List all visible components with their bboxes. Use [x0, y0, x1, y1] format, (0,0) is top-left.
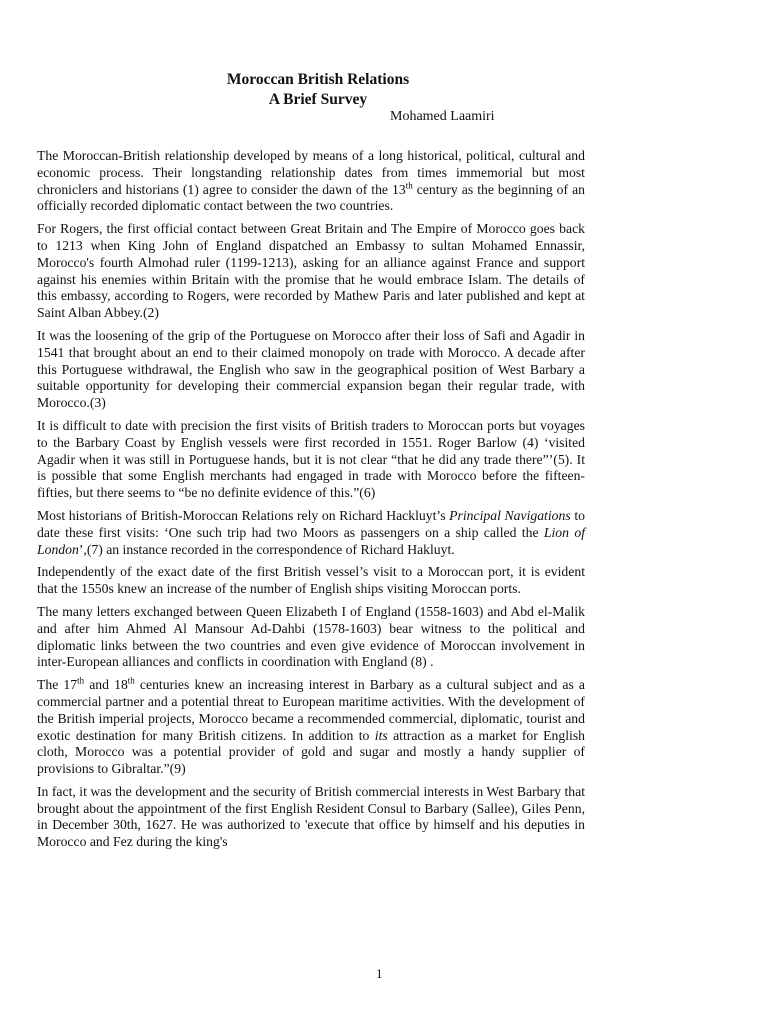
page-number: 1 — [376, 966, 383, 981]
document-subtitle: A Brief Survey — [268, 91, 368, 108]
paragraph: The 17th and 18th centuries knew an increasing interest in Barbary as a cultural subject and as a commercial partner and a potential threat to European maritime activities. With the development of the British imperial projects, Morocco became a recommended commercial, diplomatic, tourist and exotic destination for many British citizens. In addition to its attraction as a market for English cloth, Morocco was a potential provider of gold and sugar and mostly a handy supplier of provisions to Gibraltar.”(9) — [37, 675, 585, 777]
document-title: Moroccan British Relations — [226, 71, 410, 88]
paragraph: It was the loosening of the grip of the Portuguese on Morocco after their loss of Safi and Agadir in 1541 that brought about an end to their claimed monopoly on trade with Morocco. A decade after this Portuguese withdrawal, the English who saw in the geographical position of West Barbary a suitable opportunity for developing their commercial expansion began their regular trade, with Morocco.(3) — [37, 327, 585, 411]
paragraph: The many letters exchanged between Queen Elizabeth I of England (1558-1603) and Abd el-Malik and after him Ahmed Al Mansour Ad-Dahbi (1578-1603) bear witness to the political and diplomatic links between the two countries and even give evidence of Moroccan involvement in inter-European alliances and conflicts in coordination with England (8) . — [37, 603, 585, 670]
paragraph: The Moroccan-British relationship developed by means of a long historical, political, cultural and economic process. Their longstanding relationship dates from times immemorial but most chroniclers and historians (1) agree to consider the dawn of the 13th century as the beginning of an officially recorded diplomatic contact between the two countries. — [37, 148, 586, 214]
document-body — [37, 148, 585, 857]
paragraph: For Rogers, the first official contact between Great Britain and The Empire of Morocco goes back to 1213 when King John of England dispatched an Embassy to sultan Mohamed Ennassir, Morocco's fourth Almohad ruler (1199-1213), asking for an alliance against France and support against his enemies within Britain with the promise that he would embrace Islam. The details of this embassy, according to Rogers, were recorded by Mathew Paris and later published and kept at Saint Alban Abbey.(2) — [37, 221, 585, 321]
paragraph: It is difficult to date with precision the first visits of British traders to Moroccan ports but voyages to the Barbary Coast by English vessels were first recorded in 1551. Roger Barlow (4) ‘visited Agadir when it was still in Portuguese hands, but it is not clear “that he did any trade there”’(5). It is possible that some English merchants had engaged in trade with Morocco before the fifteen-fifties, but there seems to “be no definite evidence of this.”(6) — [37, 417, 585, 501]
paragraph: Most historians of British-Moroccan Relations rely on Richard Hackluyt’s Principal Navigations to date these first visits: ‘One such trip had two Moors as passengers on a ship called the Lion of London’,(7) an instance recorded in the correspondence of Richard Hakluyt. — [37, 507, 585, 557]
paragraph: Independently of the exact date of the first British vessel’s visit to a Moroccan port, it is evident that the 1550s knew an increase of the number of English ships visiting Moroccan ports. — [37, 564, 585, 597]
author-name: Mohamed Laamiri — [390, 109, 495, 124]
paragraph: In fact, it was the development and the security of British commercial interests in West Barbary that brought about the appointment of the first English Resident Consul to Barbary (Sallee), Giles Penn, in December 30th, 1627. He was authorized to 'execute that office by himself and his deputies in Morocco and Fez during the king's — [37, 783, 585, 850]
